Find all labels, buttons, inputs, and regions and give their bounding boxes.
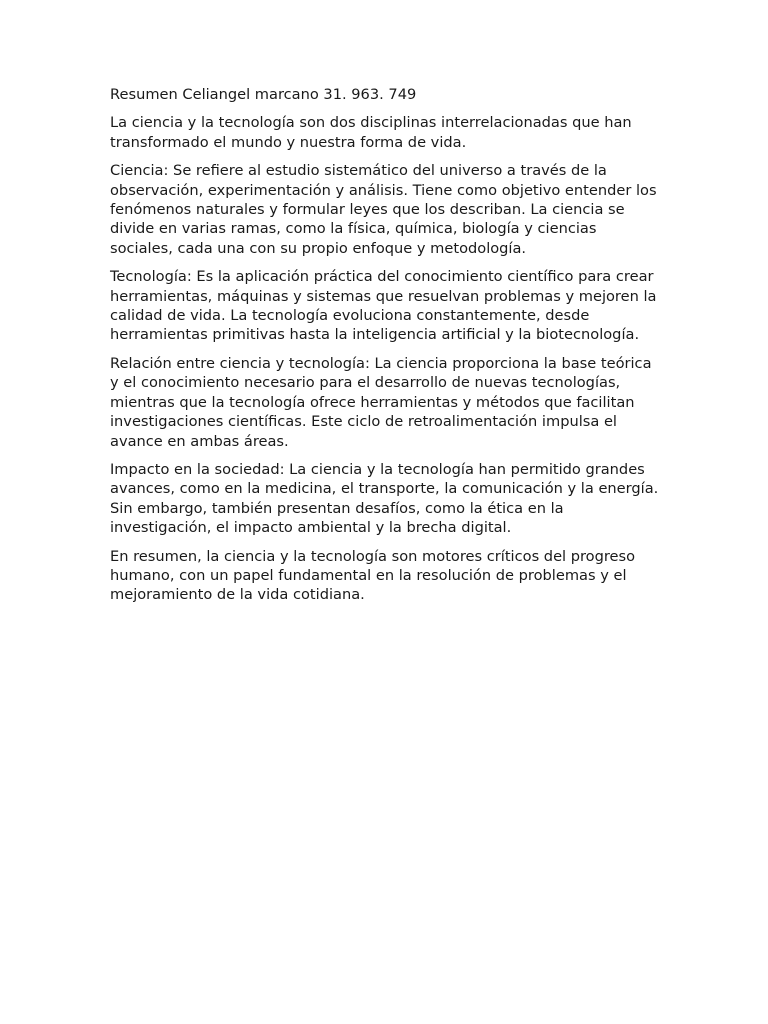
document-body (110, 85, 662, 614)
paragraph-intro: La ciencia y la tecnología son dos disciplinas interrelacionadas que han transformado el mundo y nuestra forma de vida. (110, 114, 632, 151)
paragraph-tecnologia: Tecnología: Es la aplicación práctica del conocimiento científico para crear herramientas, máquinas y sistemas que resuelvan problemas y mejoren la calidad de vida. La tecnología evoluciona constantemente, desde herramientas primitivas hasta la inteligencia artificial y la biotecnología. (110, 268, 657, 344)
paragraph-ciencia: Ciencia: Se refiere al estudio sistemático del universo a través de la observación, experimentación y análisis. Tiene como objetivo entender los fenómenos naturales y formular leyes que los describan. La ciencia se divide en varias ramas, como la física, química, biología y ciencias sociales, cada una con su propio enfoque y metodología. (110, 162, 657, 257)
document-title: Resumen Celiangel marcano 31. 963. 749 (110, 86, 417, 103)
paragraph-impacto: Impacto en la sociedad: La ciencia y la tecnología han permitido grandes avances, como en la medicina, el transporte, la comunicación y la energía. Sin embargo, también presentan desafíos, como la ética en la investigación, el impacto ambiental y la brecha digital. (110, 460, 659, 537)
paragraph-relacion: Relación entre ciencia y tecnología: La ciencia proporciona la base teórica y el conocimiento necesario para el desarrollo de nuevas tecnologías, mientras que la tecnología ofrece herramientas y métodos que facilitan investigaciones científicas. Este ciclo de retroalimentación impulsa el avance en ambas áreas. (110, 354, 652, 450)
paragraph-conclusion: En resumen, la ciencia y la tecnología son motores críticos del progreso humano, con un papel fundamental en la resolución de problemas y el mejoramiento de la vida cotidiana. (110, 547, 636, 604)
